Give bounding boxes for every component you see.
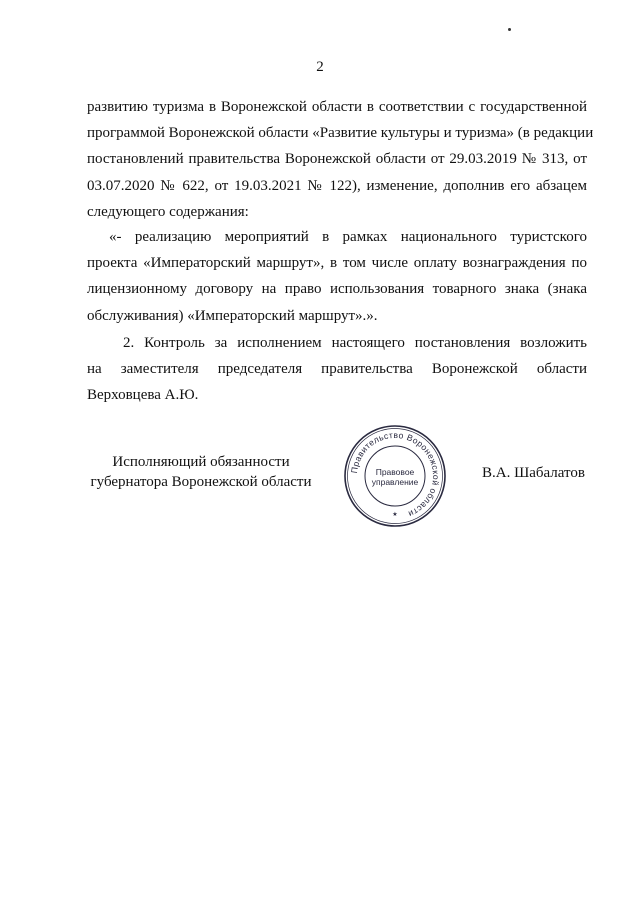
position-line: Исполняющий обязанности xyxy=(112,454,290,470)
text-line: постановлений правительства Воронежской области от 29.03.2019 № 313, от xyxy=(87,151,587,168)
paragraph-2 xyxy=(87,224,587,329)
star-icon: ★ xyxy=(392,511,398,518)
position-line: губернатора Воронежской области xyxy=(90,474,312,490)
text-line: «- реализацию мероприятий в рамках национального туристского xyxy=(109,229,587,245)
text-line: Верховцева А.Ю. xyxy=(87,387,199,404)
text-line: следующего содержания: xyxy=(87,203,249,220)
text-line: лицензионному договору на право использования товарного знака (знака xyxy=(87,281,587,298)
stamp-center-line: управление xyxy=(371,477,419,487)
stamp-ring-text: Правительство Воронежской области xyxy=(349,429,442,520)
text-line: на заместителя председателя правительства Воронежской области xyxy=(87,361,587,378)
stamp-center-line: Правовое xyxy=(375,467,415,477)
text-line: проекта «Императорский маршрут», в том числе оплату вознаграждения по xyxy=(87,255,587,272)
official-stamp xyxy=(343,424,447,528)
paragraph-1 xyxy=(87,94,594,225)
text-line: обслуживания) «Императорский маршрут».». xyxy=(87,307,378,324)
page-number: 2 xyxy=(316,59,324,75)
paragraph-3 xyxy=(87,330,587,409)
text-line: 03.07.2020 № 622, от 19.03.2021 № 122), изменение, дополнив его абзацем xyxy=(87,177,587,194)
text-line: программой Воронежской области «Развитие культуры и туризма» (в редакции xyxy=(87,125,594,142)
signatory-name: В.А. Шабалатов xyxy=(482,465,585,481)
text-line: развитию туризма в Воронежской области в соответствии с государственной xyxy=(87,99,587,115)
signatory-position xyxy=(78,452,324,492)
scan-speck xyxy=(508,28,511,31)
text-line: 2. Контроль за исполнением настоящего постановления возложить xyxy=(123,335,587,351)
